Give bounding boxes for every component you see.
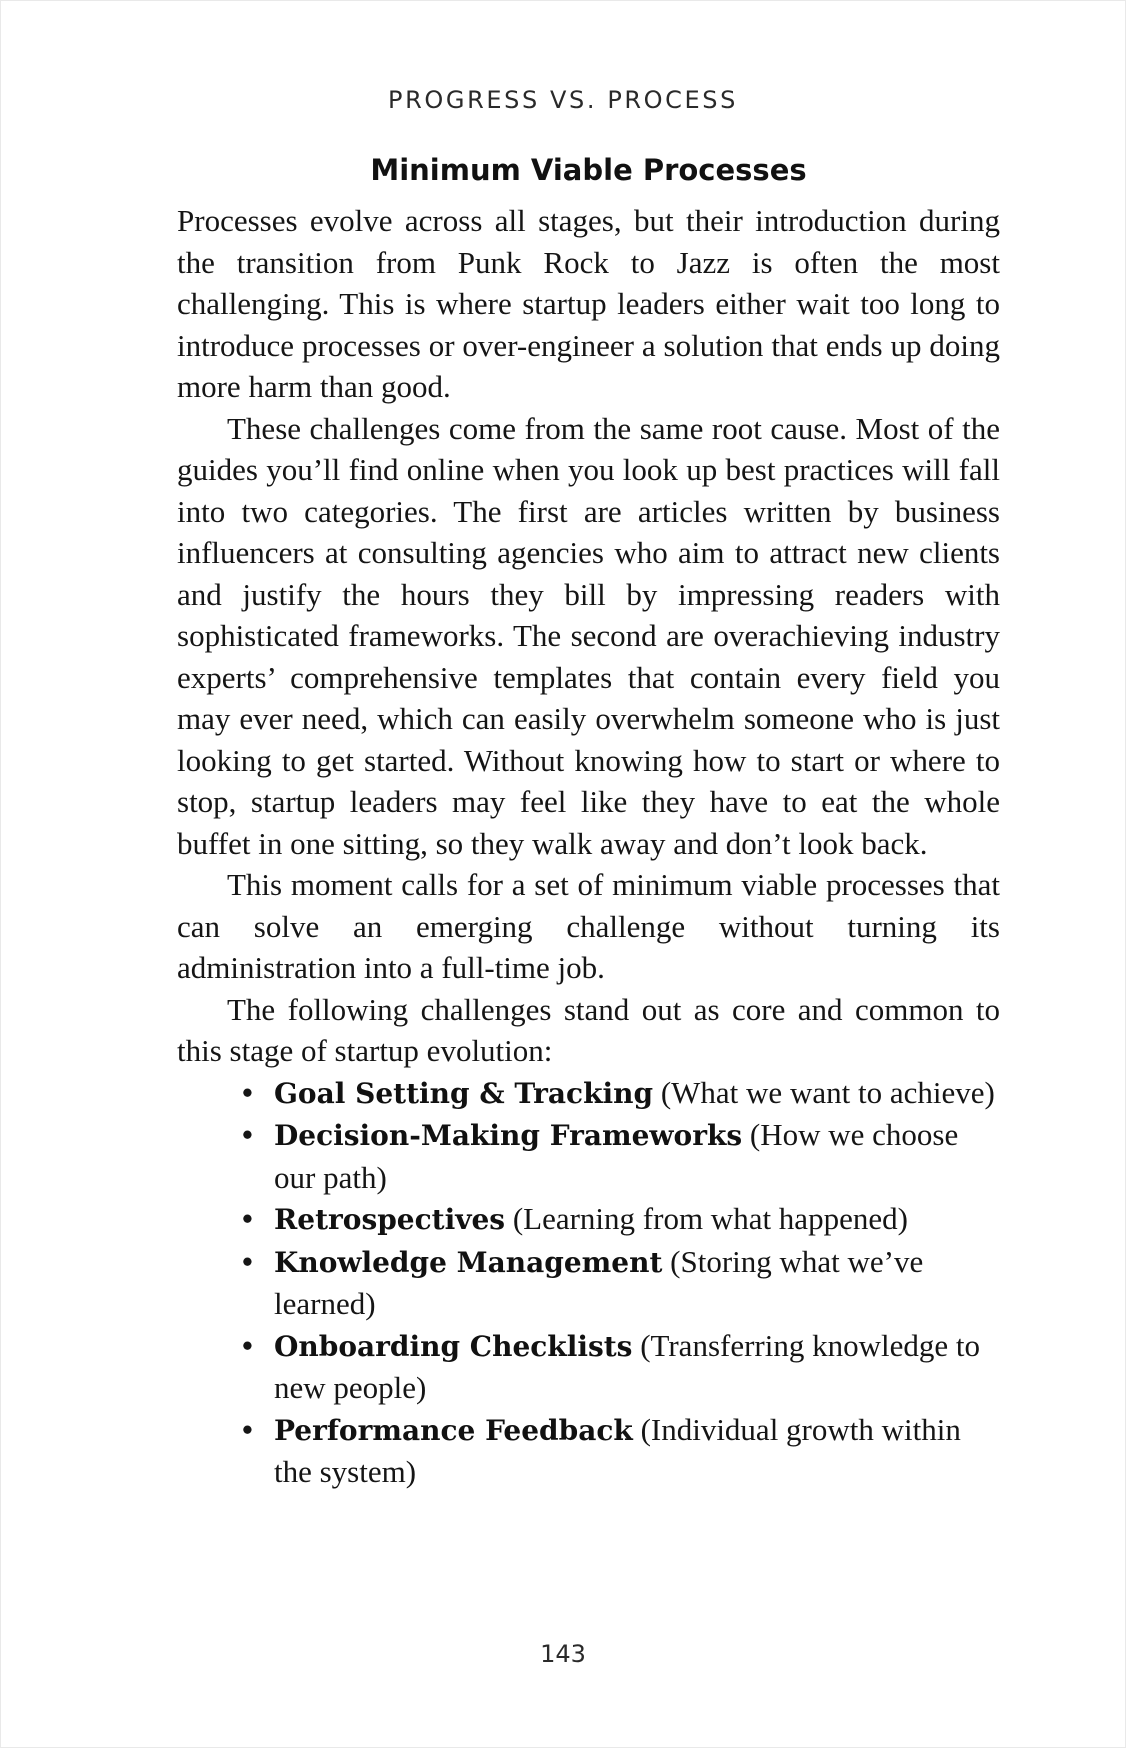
list-item-term: Performance Feedback [274,1413,633,1447]
challenge-list [177,1072,1000,1493]
list-item-description: (Transferring knowledge to new people) [274,1327,980,1405]
body-paragraph-2: These challenges come from the same root cause. Most of the guides you’ll find online when you look up best practices will fall into two categories. The first are articles written by business influencers at consulting agencies who aim to attract new clients and justify the hours they bill by impressing readers with sophisticated frameworks. The second are overachieving industry experts’ comprehensive templates that contain every field you may ever need, which can easily overwhelm someone who is just looking to get started. Without knowing how to start or where to stop, startup leaders may feel like they have to eat the whole buffet in one sitting, so they walk away and don’t look back. [177,410,1000,861]
list-item-term: Decision-Making Frameworks [274,1119,743,1152]
page-number: 143 [540,1640,586,1668]
list-item-description: (How we choose our path) [274,1117,959,1195]
bullet-icon: • [242,1074,253,1110]
list-item-term: Onboarding Checklists [274,1329,633,1363]
bullet-icon: • [242,1117,253,1152]
body-paragraph-4: The following challenges stand out as core and common to this stage of startup evolution: [177,991,1000,1068]
list-item-description: (Learning from what happened) [505,1201,908,1236]
list-item-description: (Individual growth within the system) [274,1411,961,1489]
list-item-term: Goal Setting & Tracking [274,1076,654,1110]
bullet-icon: • [242,1411,253,1447]
list-item-term: Retrospectives [274,1203,506,1236]
list-item [242,1198,1000,1241]
body-paragraph-1: Processes evolve across all stages, but their introduction during the transition from Punk Rock to Jazz is often the most challenging. This is where startup leaders either wait too long to introduce processes or over-engineer a solution that ends up doing more harm than good. [177,203,1000,404]
list-item-term: Knowledge Management [274,1245,663,1279]
list-item [242,1241,1000,1325]
bullet-icon: • [242,1327,253,1363]
list-item [242,1325,1000,1409]
running-head: PROGRESS VS. PROCESS [388,86,738,114]
page-body [177,150,1000,1493]
list-item [242,1409,1000,1493]
bullet-icon: • [242,1201,253,1236]
body-paragraph-3: This moment calls for a set of minimum viable processes that can solve an emerging challenge without turning its administration into a full-time job. [177,867,1000,985]
list-item-description: (Storing what we’ve learned) [274,1243,924,1321]
list-item-description: (What we want to achieve) [653,1074,995,1110]
bullet-icon: • [242,1243,253,1279]
section-title: Minimum Viable Processes [370,153,807,187]
list-item [242,1072,1000,1115]
list-item [242,1114,1000,1198]
